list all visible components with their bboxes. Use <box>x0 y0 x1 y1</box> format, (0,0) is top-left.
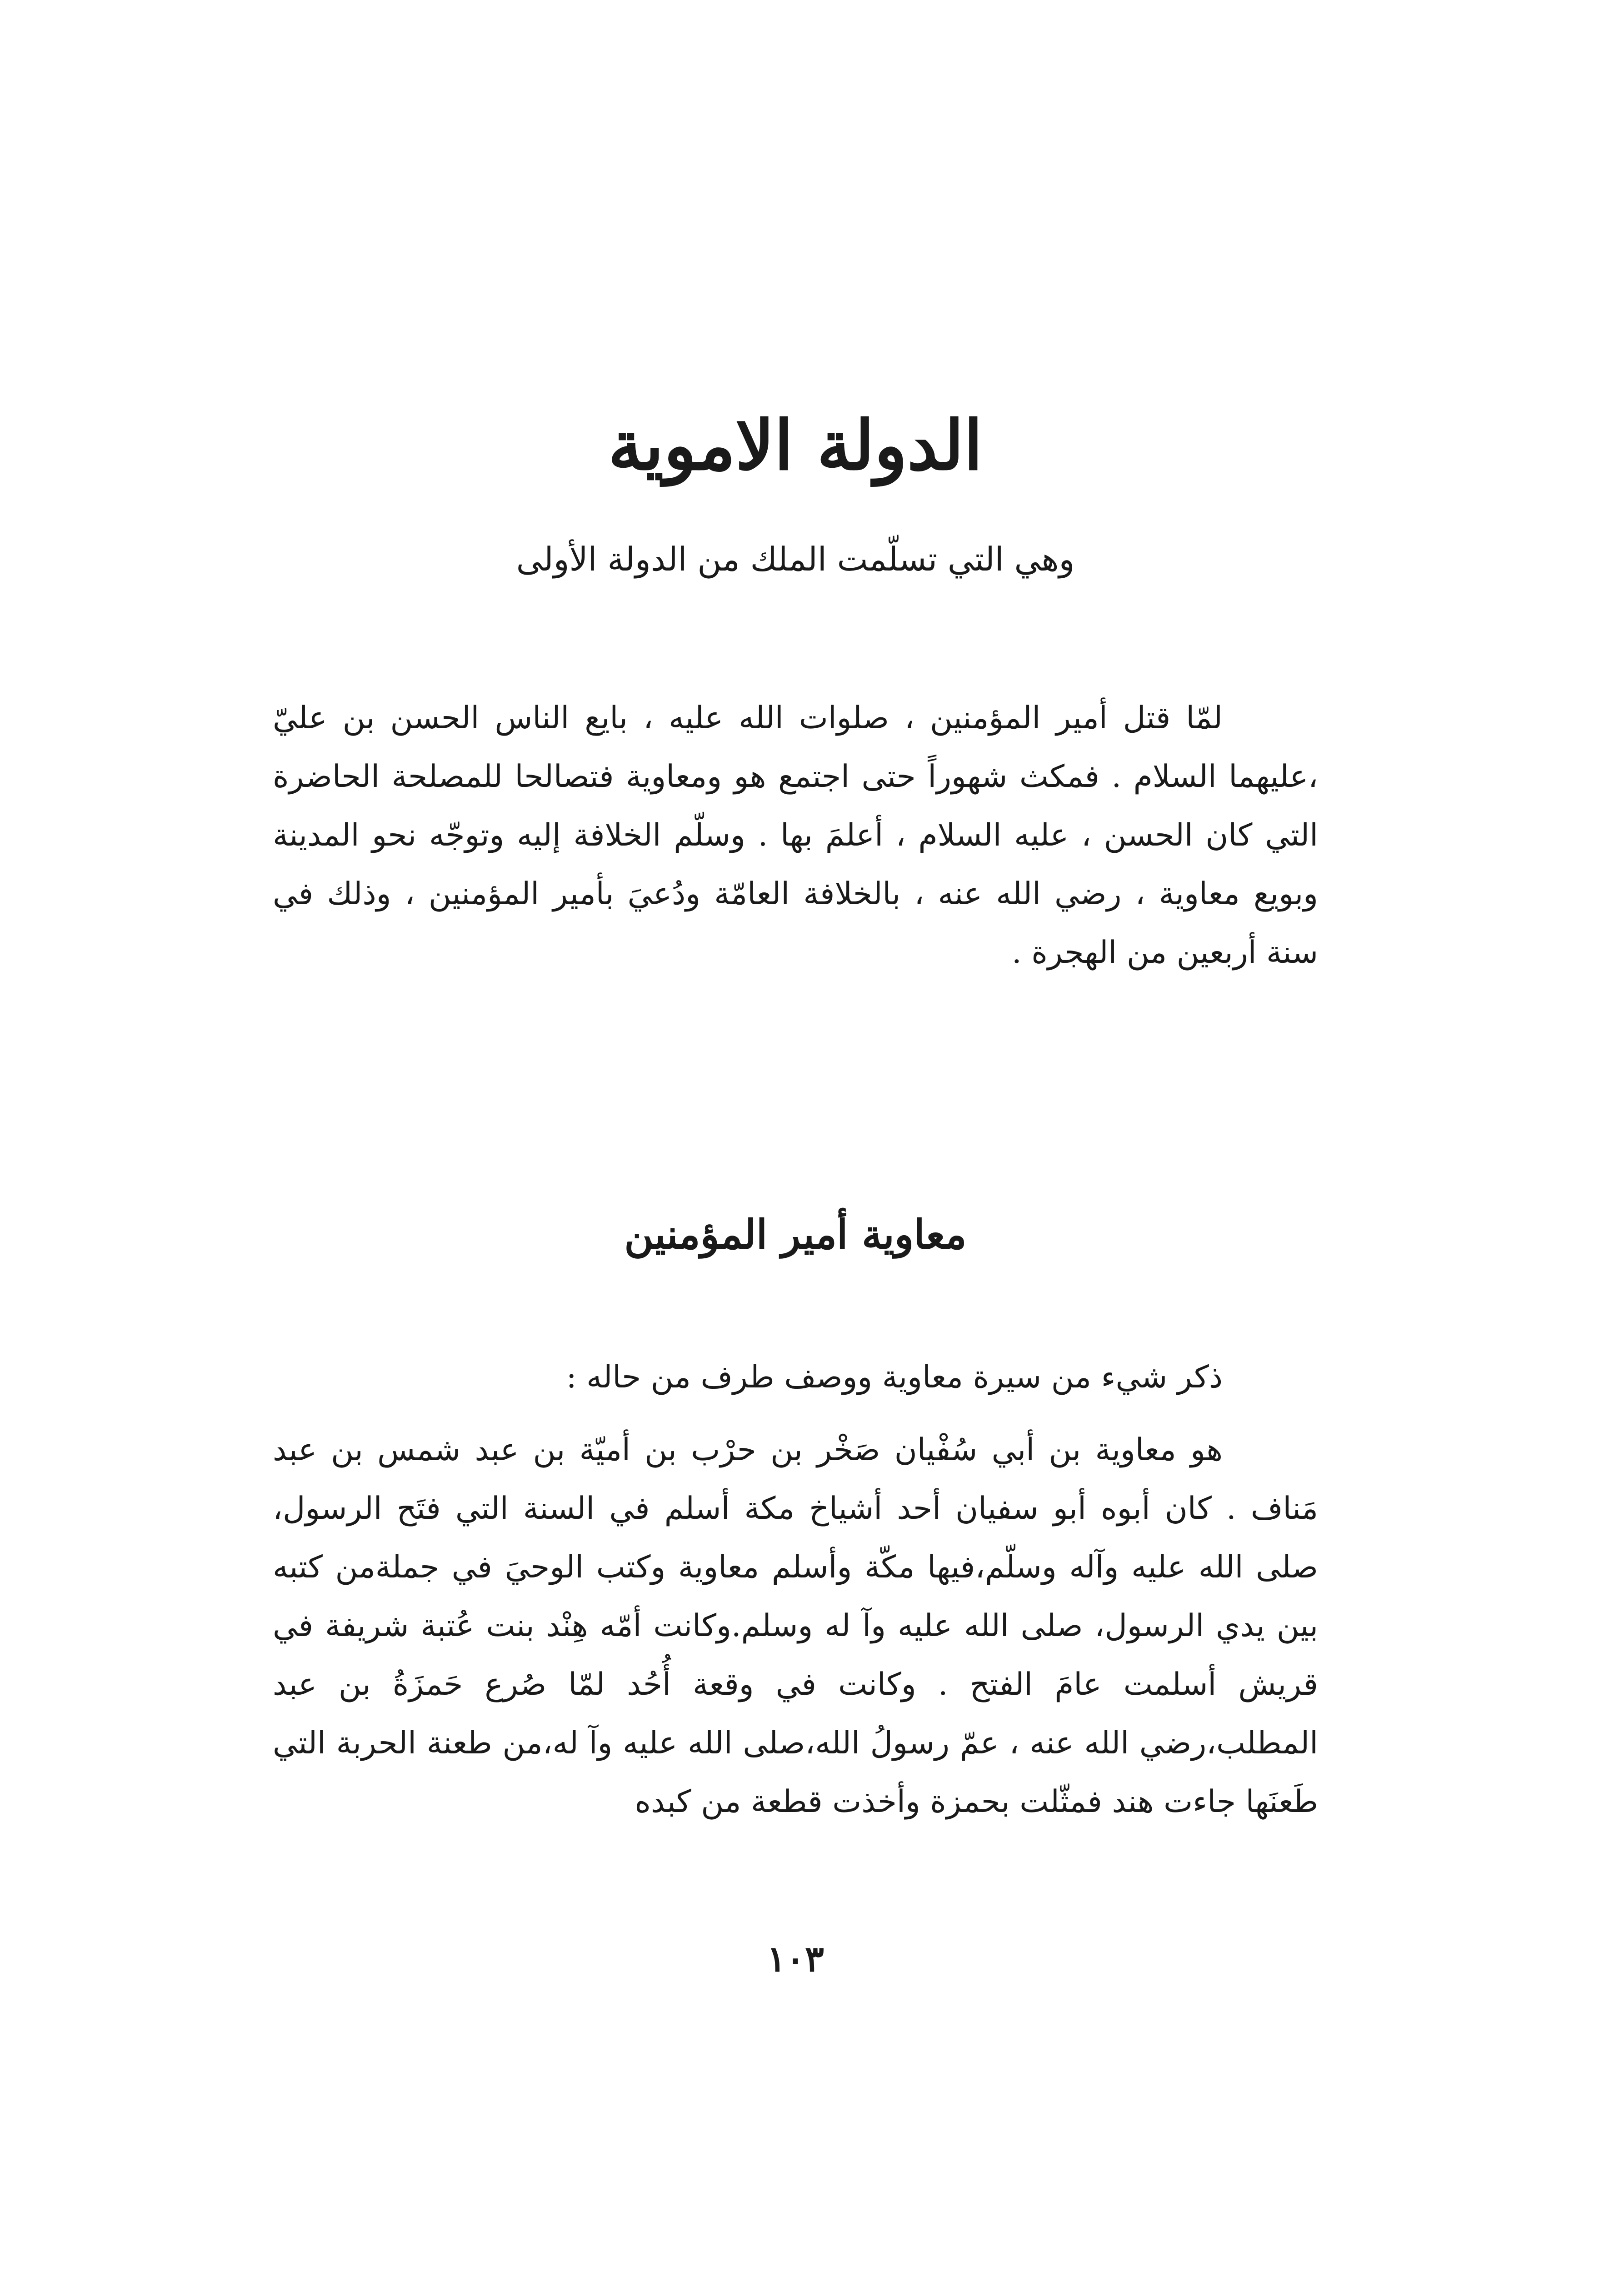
section-paragraph: هو معاوية بن أبي سُفْيان صَخْر بن حرْب بن أميّة بن عبد شمس بن عبد مَناف . كان أبوه أبو سفيان أحد أشياخ مكة أسلم في السنة التي فتَح الرسول، صلى الله عليه وآله وسلّم،فيها مكّة وأسلم معاوية وكتب الوحيَ في جملةمن كتبه بين يدي الرسول، صلى الله عليه وآ له وسلم.وكانت أمّه هِنْد بنت عُتبة شريفة في قريش أسلمت عامَ الفتح . وكانت في وقعة أُحُد لمّا صُرع حَمزَةُ بن عبد المطلب،رضي الله عنه ، عمّ رسولُ الله،صلى الله عليه وآ له،من طعنة الحربة التي طَعنَها جاءت هند فمثّلت بحمزة وأخذت قطعة من كبده <box>273 1432 1318 1820</box>
section-intro: ذكر شيء من سيرة معاوية ووصف طرف من حاله : <box>566 1359 1223 1395</box>
page-number: ١٠٣ <box>767 1938 824 1980</box>
chapter-subtitle: وهي التي تسلّمت الملك من الدولة الأولى <box>516 540 1075 578</box>
chapter-title: الدولة الاموية <box>608 406 983 486</box>
chapter-paragraph: لمّا قتل أمير المؤمنين ، صلوات الله عليه ، بايع الناس الحسن بن عليّ ،عليهما السلام . فمكث شهوراً حتى اجتمع هو ومعاوية فتصالحا للمصلحة الحاضرة التي كان الحسن ، عليه السلام ، أعلمَ بها . وسلّم الخلافة إليه وتوجّه نحو المدينة وبويع معاوية ، رضي الله عنه ، بالخلافة العامّة ودُعيَ بأمير المؤمنين ، وذلك في سنة أربعين من الهجرة . <box>273 700 1318 971</box>
section-heading: معاوية أمير المؤمنين <box>624 1211 967 1258</box>
